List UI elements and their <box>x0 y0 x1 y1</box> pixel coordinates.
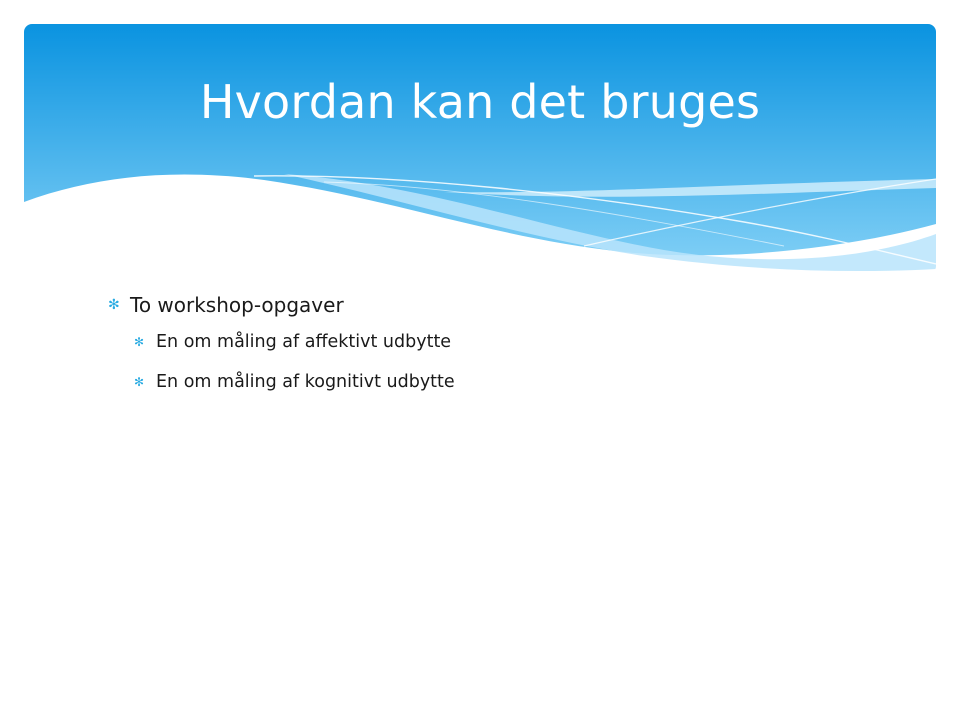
asterisk-bullet-icon: ✻ <box>108 297 120 313</box>
list-item <box>108 288 908 322</box>
list-item <box>108 322 908 362</box>
asterisk-bullet-icon: ✻ <box>134 375 145 389</box>
list-item <box>108 362 908 402</box>
slide-title: Hvordan kan det bruges <box>199 75 761 129</box>
sub-bullet-text: En om måling af kognitivt udbytte <box>156 372 455 392</box>
sub-bullet-text: En om måling af affektivt udbytte <box>156 332 452 352</box>
header-wave-banner <box>24 24 936 274</box>
asterisk-bullet-icon: ✻ <box>134 335 145 349</box>
bullet-list <box>108 288 908 402</box>
bullet-text: To workshop-opgaver <box>130 293 344 317</box>
